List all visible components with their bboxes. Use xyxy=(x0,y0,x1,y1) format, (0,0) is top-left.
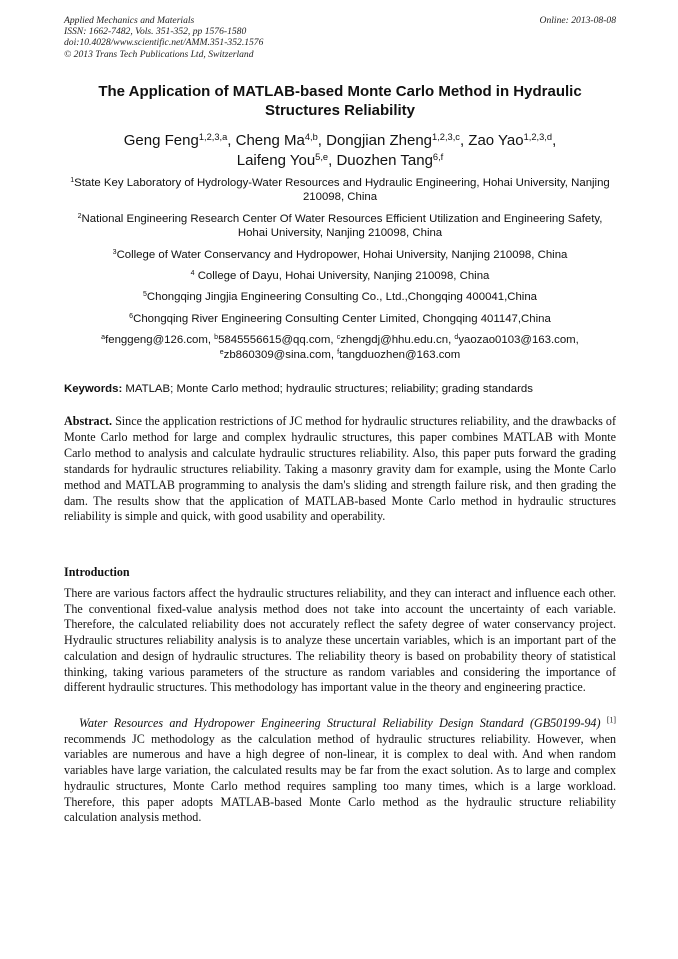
author-name: Laifeng You xyxy=(236,152,316,169)
affiliation-sup: 5 xyxy=(142,291,147,299)
affiliation-text: Chongqing River Engineering Consulting Center Limited, Chongqing 401147,China xyxy=(133,312,551,325)
email-address: yaozao0103@163.com, xyxy=(458,334,579,347)
affiliation-text: National Engineering Research Center Of Water Resources Efficient Utilization and Engineering Safety, Hohai University, Nanjing 210098, China xyxy=(81,212,603,240)
paragraph-text: recommends JC methodology as the calculation method of hydraulic structures reliability. However, when variables are numerous and have a high degree of non-linear, it is complex to deal with. And when random variables have large variation, the calculated results may be far from the exact solution. As to large and complex hydraulic structures, Monte Carlo method requires sampling too many times, which is a large workload. Therefore, this paper adopts MATLAB-based Monte Carlo method as the hydraulic structure reliability calculation analysis method. xyxy=(64,731,616,825)
affiliation-text: State Key Laboratory of Hydrology-Water Resources and Hydraulic Engineering, Hohai University, Nanjing 210098, China xyxy=(74,177,610,204)
journal-copyright: © 2013 Trans Tech Publications Ltd, Switzerland xyxy=(64,48,254,60)
journal-header xyxy=(64,15,616,60)
email-sup: a xyxy=(101,334,106,342)
affiliation xyxy=(64,176,616,205)
affiliation xyxy=(64,269,616,283)
email-sup: c xyxy=(336,334,341,342)
body-paragraph: There are various factors affect the hydraulic structures reliability, and they can interact and influence each other. The conventional fixed-value analysis method does not take into account the uncertainty of each variable. Therefore, the calculated reliability does not accurately reflect the safety degree of water conservancy project. Hydraulic structures reliability analysis is to analyze these uncertain variables, which is an important part of the calculation and design of hydraulic structures. The reliability theory is based on probability theory of statistical thinking, taking various parameters of the structure as random variables and considering the importance of different hydraulic structures. This methodology has important value in the theory and engineering practice. xyxy=(64,586,616,695)
email-sup: d xyxy=(454,334,459,342)
email-address: fenggeng@126.com, xyxy=(105,334,215,347)
abstract-label: Abstract. xyxy=(64,414,113,428)
author-name: Dongjian Zheng xyxy=(326,132,433,149)
paper-title: The Application of MATLAB-based Monte Carlo Method in Hydraulic Structures Reliability xyxy=(98,83,582,119)
author-sup: 6,f xyxy=(432,151,444,162)
affiliation-sup: 3 xyxy=(112,248,117,256)
author-name: Zao Yao xyxy=(468,132,524,149)
affiliation xyxy=(64,248,616,262)
email-address: zhengdj@hhu.edu.cn, xyxy=(340,334,455,347)
body-paragraph xyxy=(64,716,616,826)
affiliation-text: Chongqing Jingjia Engineering Consulting Co., Ltd.,Chongqing 400041,China xyxy=(146,291,537,304)
author-name: Duozhen Tang xyxy=(336,152,433,169)
author-list: Geng Feng$^{1,2,3,a}$, Cheng Ma$^{4,b}$, Dongjian Zheng$^{1,2,3,c}$, Zao Yao$^{1,2,3,d}$, Laifeng You$^{5,e}$, Duozhen Tang$^{6,f}$ xyxy=(123,131,557,169)
affiliation xyxy=(64,290,616,304)
online-date: Online: 2013-08-08 xyxy=(539,15,616,26)
affiliation-sup: 4 xyxy=(190,270,195,278)
affiliation xyxy=(64,312,616,326)
keywords-text: MATLAB; Monte Carlo method; hydraulic structures; reliability; grading standards xyxy=(122,383,533,395)
affiliation-list xyxy=(64,176,616,362)
affiliation-text: College of Water Conservancy and Hydropower, Hohai University, Nanjing 210098, China xyxy=(116,248,568,261)
email-list xyxy=(64,333,616,362)
journal-issn: ISSN: 1662-7482, Vols. 351-352, pp 1576-1580 xyxy=(64,26,247,38)
author-name: Cheng Ma xyxy=(235,132,305,149)
author-sup: 1,2,3,c xyxy=(432,131,460,142)
citation-ref: [1] xyxy=(606,715,616,725)
email-address: tangduozhen@163.com xyxy=(339,348,461,361)
affiliation-text: College of Dayu, Hohai University, Nanjing 210098, China xyxy=(194,270,490,283)
email-address: 5845556615@qq.com, xyxy=(218,334,337,347)
abstract-text: Since the application restrictions of JC method for hydraulic structures reliability, and the drawbacks of Monte Carlo method for large and complex hydraulic structures, this paper combines MATLAB with Monte Carlo method to analysis and calculate hydraulic structures reliability. Also, this paper puts forward the grading standards for hydraulic structures reliability. Taking a masonry gravity dam for example, using the Monte Carlo method and MATLAB programming to analysis the dam's sliding and strength failure risk, and then grading the dam. The results show that the application of MATLAB-based Monte Carlo method in hydraulic structures reliability is simple and quick, with good usability and operability. xyxy=(64,414,616,524)
author-sup: 1,2,3,a xyxy=(198,131,228,142)
author-name: Geng Feng xyxy=(123,132,199,149)
author-sup: 4,b xyxy=(304,131,318,142)
affiliation-sup: 6 xyxy=(129,312,134,320)
section-heading: Introduction xyxy=(64,565,130,579)
author-sup: 1,2,3,d xyxy=(523,131,553,142)
email-sup: b xyxy=(214,334,219,342)
email-address: zb860309@sina.com, xyxy=(223,348,338,361)
email-sup: f xyxy=(337,348,340,356)
journal-name: Applied Mechanics and Materials xyxy=(64,15,195,26)
keywords-label: Keywords: xyxy=(64,383,123,395)
keywords xyxy=(64,382,616,396)
affiliation-sup: 1 xyxy=(70,177,75,185)
affiliation xyxy=(64,212,616,241)
abstract xyxy=(64,414,616,525)
email-sup: e xyxy=(219,348,224,356)
journal-doi: doi:10.4028/www.scientific.net/AMM.351-352.1576 xyxy=(64,37,264,49)
affiliation-sup: 2 xyxy=(77,212,82,220)
standard-title: Water Resources and Hydropower Engineering Structural Reliability Design Standard (GB50199-94) xyxy=(79,716,601,730)
author-sup: 5,e xyxy=(315,151,329,162)
